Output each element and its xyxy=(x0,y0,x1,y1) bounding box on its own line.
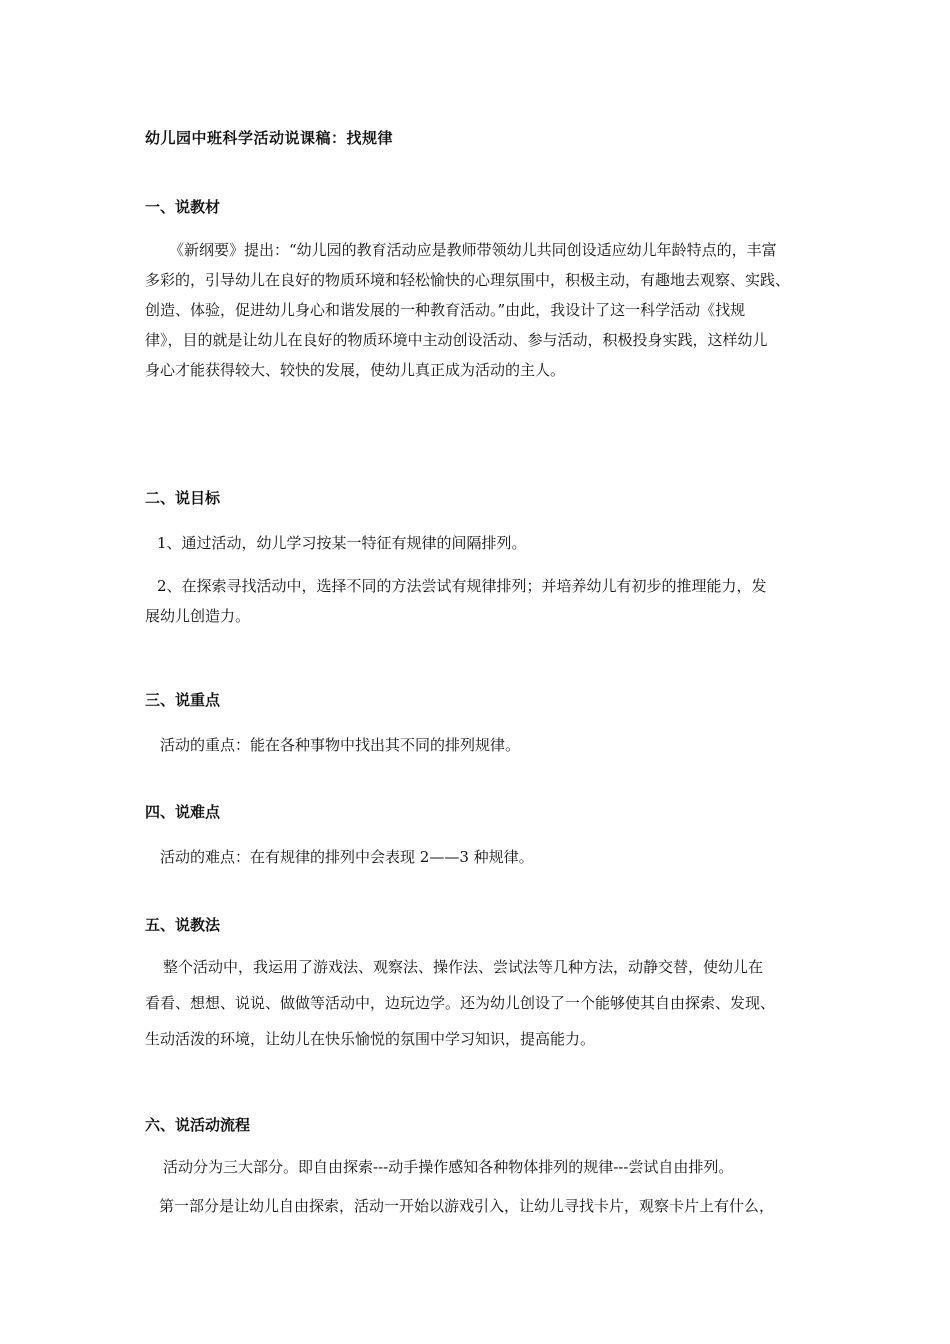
paragraph-line: 身心才能获得较大、较快的发展，使幼儿真正成为活动的主人。 xyxy=(145,361,566,379)
paragraph-line: 律》，目的就是让幼儿在良好的物质环境中主动创设活动、参与活动，积极投身实践，这样幼儿 xyxy=(145,331,768,349)
section-heading-teaching-material: 一、说教材 xyxy=(145,198,221,216)
key-point-text: 活动的重点：能在各种事物中找出其不同的排列规律。 xyxy=(160,736,521,754)
section-body-teaching-method xyxy=(145,952,810,1054)
paragraph-line: 《新纲要》提出：“幼儿园的教育活动应是教师带领幼儿共同创设适应幼儿年龄特点的，丰富 xyxy=(169,241,777,259)
section-body-teaching-material xyxy=(145,235,810,385)
paragraph-line: 第一部分是让幼儿自由探索，活动一开始以游戏引入，让幼儿寻找卡片，观察卡片上有什么， xyxy=(159,1197,775,1215)
section-heading-teaching-method: 五、说教法 xyxy=(145,916,221,934)
document-title: 幼儿园中班科学活动说课稿：找规律 xyxy=(145,129,394,147)
objective-item: 1、通过活动，幼儿学习按某一特征有规律的间隔排列。 xyxy=(157,534,527,552)
section-heading-objectives: 二、说目标 xyxy=(145,489,221,507)
section-heading-activity-flow: 六、说活动流程 xyxy=(145,1116,251,1134)
paragraph-line: 多彩的，引导幼儿在良好的物质环境和轻松愉快的心理氛围中，积极主动，有趣地去观察、实践、 xyxy=(145,271,791,289)
paragraph-line: 看看、想想、说说、做做等活动中，边玩边学。还为幼儿创设了一个能够使其自由探索、发现、 xyxy=(145,994,776,1012)
paragraph-line: 活动分为三大部分。即自由探索---动手操作感知各种物体排列的规律---尝试自由排列。 xyxy=(163,1158,734,1176)
paragraph-line: 整个活动中，我运用了游戏法、观察法、操作法、尝试法等几种方法，动静交替，使幼儿在 xyxy=(163,958,764,976)
paragraph-line: 生动活泼的环境，让幼儿在快乐愉悦的氛围中学习知识，提高能力。 xyxy=(145,1030,596,1048)
paragraph-line: 2、在探索寻找活动中，选择不同的方法尝试有规律排列；并培养幼儿有初步的推理能力，发 xyxy=(157,577,767,595)
paragraph-line: 展幼儿创造力。 xyxy=(145,607,251,625)
section-body-activity-flow xyxy=(145,1152,810,1221)
section-heading-key-point: 三、说重点 xyxy=(145,691,221,709)
objective-item-multiline xyxy=(145,571,810,631)
paragraph-line: 创造、体验，促进幼儿身心和谐发展的一种教育活动。”由此，我设计了这一科学活动《找规 xyxy=(145,301,746,319)
section-heading-difficulty: 四、说难点 xyxy=(145,803,221,821)
difficulty-text: 活动的难点：在有规律的排列中会表现 2——3 种规律。 xyxy=(160,848,534,866)
